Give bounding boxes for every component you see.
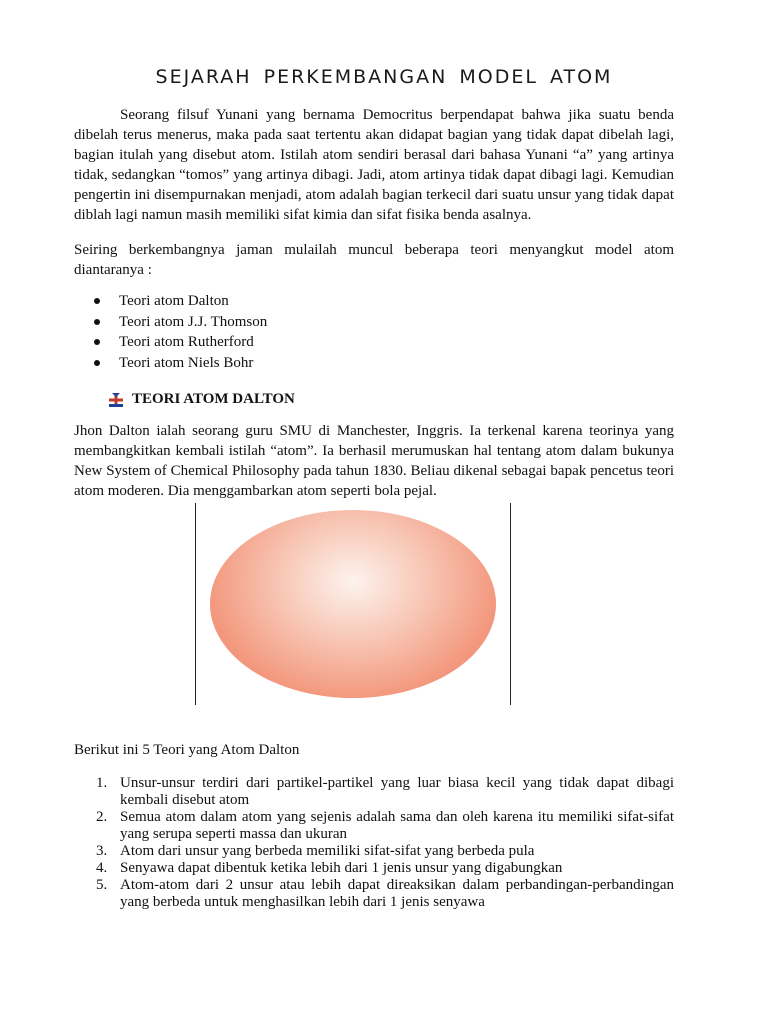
list-item-label: Teori atom J.J. Thomson: [119, 313, 268, 330]
list-number: 5.: [96, 877, 108, 893]
solid-sphere-image: [210, 510, 496, 698]
list-item-label: Teori atom Rutherford: [119, 334, 254, 350]
bullet-icon: [94, 319, 100, 325]
theories-intro-paragraph: Berikut ini 5 Teori yang Atom Dalton: [74, 742, 300, 758]
list-item-label: Teori atom Niels Bohr: [119, 354, 254, 371]
list-number: 1.: [96, 775, 108, 791]
list-item: [96, 775, 674, 809]
list-item: [96, 860, 674, 877]
list-item: [96, 809, 674, 843]
dalton-paragraph: Jhon Dalton ialah seorang guru SMU di Manchester, Inggris. Ia terkenal karena teorinya yang membangkitkan kembali istilah “atom”. Ia berhasil merumuskan hal tentang atom dalam bukunya New System of Chemical Philosophy pada tahun 1830. Beliau dikenal sebagai bapak pencetus teori atom moderen. Dia menggambarkan atom seperti bola pejal.: [74, 423, 674, 499]
figure-left-border: [195, 503, 196, 705]
atom-models-list: [90, 291, 267, 373]
plus-arrow-icon: [108, 392, 124, 408]
list-item: [96, 877, 674, 911]
list-item-text: Unsur-unsur terdiri dari partikel-partikel yang luar biasa kecil yang tidak dapat dibagi kembali disebut atom: [120, 775, 674, 808]
page-title: SEJARAH PERKEMBANGAN MODEL ATOM: [155, 66, 613, 88]
list-number: 3.: [96, 843, 108, 859]
models-intro-paragraph: Seiring berkembangnya jaman mulailah muncul beberapa teori menyangkut model atom diantaranya :: [74, 242, 674, 278]
list-item: [90, 291, 267, 312]
dalton-theories-list: [96, 775, 674, 911]
list-item-text: Atom dari unsur yang berbeda memiliki sifat-sifat yang berbeda pula: [120, 843, 535, 859]
bullet-icon: [94, 339, 100, 345]
bullet-icon: [94, 298, 100, 304]
list-item: [90, 353, 267, 374]
list-item: [96, 843, 674, 860]
list-number: 2.: [96, 809, 108, 825]
bullet-icon: [94, 360, 100, 366]
intro-paragraph: Seorang filsuf Yunani yang bernama Democritus berpendapat bahwa jika suatu benda dibelah terus menerus, maka pada saat tertentu akan didapat bagian yang tidak dapat dibelah lagi, bagian itulah yang disebut atom. Istilah atom sendiri berasal dari bahasa Yunani “a” yang artinya tidak, sedangkan “tomos” yang artinya dibagi. Jadi, atom artinya tidak dapat dibagi lagi. Kemudian pengertin ini disempurnakan menjadi, atom adalah bagian terkecil dari suatu unsur yang tidak dapat diblah lagi namun masih memiliki sifat kimia dan sifat fisika benda asalnya.: [74, 107, 674, 223]
list-item: [90, 312, 267, 333]
list-item-label: Teori atom Dalton: [119, 293, 229, 309]
list-item-text: Atom-atom dari 2 unsur atau lebih dapat direaksikan dalam perbandingan-perbandingan yang berbeda untuk menghasilkan lebih dari 1 jenis senyawa: [120, 877, 674, 910]
list-item: [90, 332, 267, 353]
figure-right-border: [510, 503, 511, 705]
dalton-atom-figure: [195, 503, 511, 705]
list-number: 4.: [96, 860, 108, 876]
section-heading-label: TEORI ATOM DALTON: [132, 391, 295, 407]
list-item-text: Semua atom dalam atom yang sejenis adalah sama dan oleh karena itu memiliki sifat-sifat yang serupa seperti massa dan ukuran: [120, 809, 674, 842]
section-heading: [108, 391, 295, 408]
list-item-text: Senyawa dapat dibentuk ketika lebih dari 1 jenis unsur yang digabungkan: [120, 860, 563, 876]
